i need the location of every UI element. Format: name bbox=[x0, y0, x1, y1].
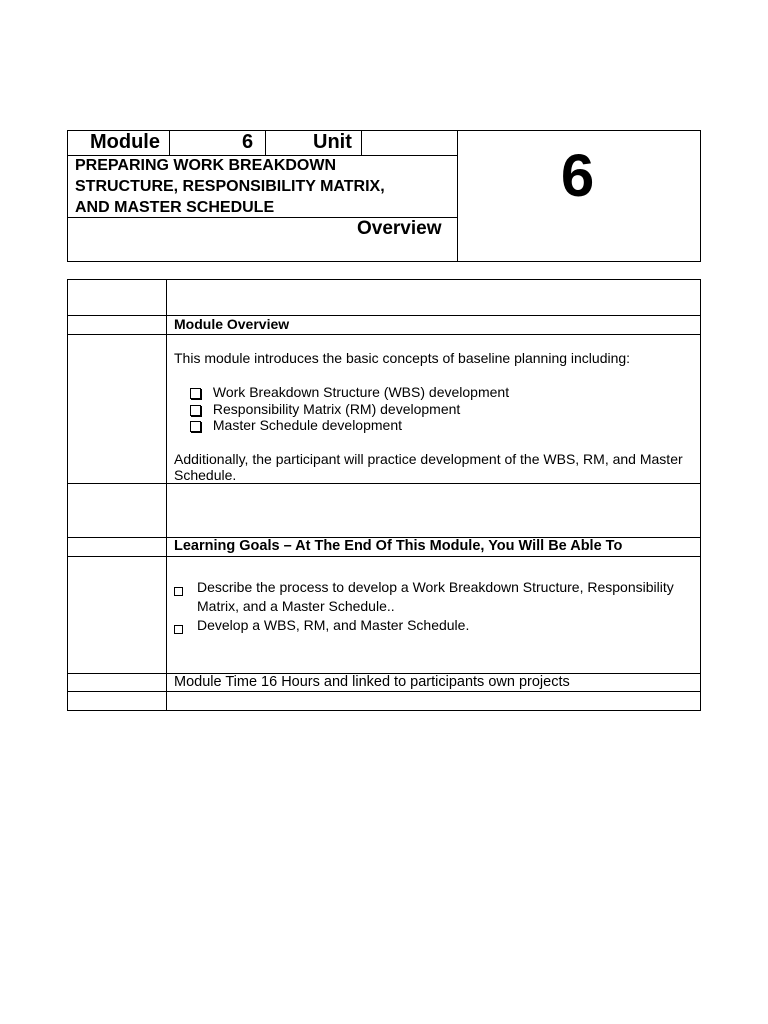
list-item-label: Work Breakdown Structure (WBS) development bbox=[212, 384, 510, 400]
section-label: Overview bbox=[357, 218, 442, 239]
unit-number: 6 bbox=[560, 142, 595, 209]
list-item bbox=[190, 417, 402, 434]
list-item bbox=[190, 401, 460, 418]
checkbox-bullet-icon bbox=[174, 625, 183, 634]
module-number: 6 bbox=[242, 131, 254, 153]
module-title: PREPARING WORK BREAKDOWN STRUCTURE, RESPONSIBILITY MATRIX, AND MASTER SCHEDULE bbox=[75, 157, 385, 216]
table-row-line bbox=[67, 315, 701, 316]
module-label: Module bbox=[90, 131, 160, 153]
goal-item: Describe the process to develop a Work Breakdown Structure, Responsibility bbox=[197, 579, 674, 595]
overview-intro: This module introduces the basic concepts of baseline planning including: bbox=[174, 350, 631, 366]
table-row-line bbox=[67, 556, 701, 557]
unit-label: Unit bbox=[313, 131, 352, 153]
table-row-line bbox=[67, 334, 701, 335]
table-row-line bbox=[67, 483, 701, 484]
goal-item: Matrix, and a Master Schedule.. bbox=[197, 598, 395, 614]
goal-item: Develop a WBS, RM, and Master Schedule. bbox=[197, 617, 470, 633]
list-item bbox=[190, 384, 509, 401]
table-column-divider bbox=[166, 279, 167, 711]
header-cell-divider bbox=[361, 130, 362, 155]
overview-additional: Schedule. bbox=[174, 467, 237, 483]
goal-bullet bbox=[174, 583, 184, 593]
goals-heading: Learning Goals – At The End Of This Module, You Will Be Able To bbox=[174, 538, 623, 554]
table-row-line bbox=[67, 691, 701, 692]
goal-bullet bbox=[174, 621, 184, 631]
overview-additional: Additionally, the participant will practice development of the WBS, RM, and Master bbox=[174, 451, 683, 467]
list-item-label: Responsibility Matrix (RM) development bbox=[212, 401, 461, 417]
header-divider bbox=[457, 130, 458, 262]
checkbox-bullet-icon bbox=[190, 388, 201, 399]
overview-table bbox=[67, 279, 701, 711]
checkbox-bullet-icon bbox=[190, 405, 201, 416]
overview-heading: Module Overview bbox=[174, 316, 290, 332]
header-cell-divider bbox=[265, 130, 266, 155]
checkbox-bullet-icon bbox=[174, 587, 183, 596]
checkbox-bullet-icon bbox=[190, 421, 201, 432]
list-item-label: Master Schedule development bbox=[212, 417, 402, 433]
header-cell-divider bbox=[169, 130, 170, 155]
module-time: Module Time 16 Hours and linked to participants own projects bbox=[174, 674, 570, 690]
